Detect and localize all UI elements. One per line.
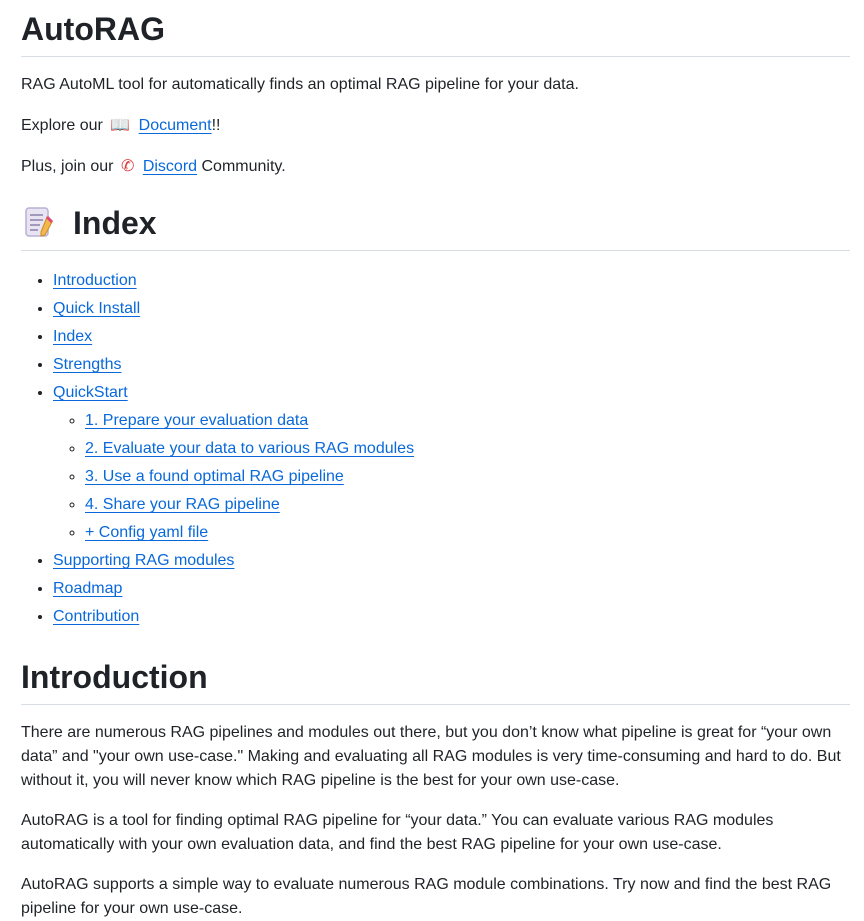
- toc-link-strengths[interactable]: Strengths: [53, 356, 122, 373]
- discord-link[interactable]: Discord: [142, 158, 198, 175]
- list-item: [53, 603, 850, 631]
- introduction-body: [21, 721, 850, 921]
- index-heading-text: Index: [73, 205, 157, 241]
- list-item: [85, 463, 850, 491]
- list-item: [85, 435, 850, 463]
- introduction-heading: Introduction: [21, 657, 850, 705]
- intro-paragraph: AutoRAG supports a simple way to evaluate numerous RAG module combinations. Try now and find the best RAG pipeline for your own use-case.: [21, 876, 832, 917]
- list-item: [53, 379, 850, 547]
- list-item: [53, 547, 850, 575]
- toc-link-quickstart[interactable]: QuickStart: [53, 384, 128, 401]
- intro-paragraph: There are numerous RAG pipelines and modules out there, but you don’t know what pipeline is great for “your own data” and "your own use-case." Making and evaluating all RAG modules is very time-consuming and hard to do. But without it, you will never know which RAG pipeline is the best for your own use-case.: [21, 724, 841, 789]
- telephone-icon: ✆: [120, 156, 135, 175]
- memo-icon: [21, 205, 57, 241]
- toc-link-evaluate-data[interactable]: 2. Evaluate your data to various RAG modules: [85, 440, 415, 457]
- list-item: [53, 323, 850, 351]
- list-item: [53, 295, 850, 323]
- tagline: RAG AutoML tool for automatically finds an optimal RAG pipeline for your data.: [21, 76, 579, 93]
- page-title: AutoRAG: [21, 0, 850, 57]
- toc-link-supporting-modules[interactable]: Supporting RAG modules: [53, 552, 235, 569]
- index-heading: [21, 203, 850, 251]
- index-list: [21, 267, 850, 631]
- toc-link-prepare-data[interactable]: 1. Prepare your evaluation data: [85, 412, 309, 429]
- document-link[interactable]: Document: [138, 117, 212, 134]
- toc-link-use-pipeline[interactable]: 3. Use a found optimal RAG pipeline: [85, 468, 344, 485]
- toc-link-config-yaml[interactable]: + Config yaml file: [85, 524, 209, 541]
- list-item: [53, 267, 850, 295]
- toc-link-introduction[interactable]: Introduction: [53, 272, 137, 289]
- list-item: [85, 407, 850, 435]
- join-prefix: Plus, join our: [21, 158, 114, 175]
- toc-link-roadmap[interactable]: Roadmap: [53, 580, 123, 597]
- open-book-icon: 📖: [110, 115, 131, 134]
- explore-prefix: Explore our: [21, 117, 103, 134]
- list-item: [85, 491, 850, 519]
- explore-suffix: !!: [211, 117, 221, 134]
- toc-link-quick-install[interactable]: Quick Install: [53, 300, 141, 317]
- quickstart-sublist: [53, 407, 850, 547]
- intro-paragraph: AutoRAG is a tool for finding optimal RAG pipeline for “your data.” You can evaluate various RAG modules automatically with your own evaluation data, and find the best RAG pipeline for your own use-case.: [21, 812, 774, 853]
- toc-link-index[interactable]: Index: [53, 328, 93, 345]
- list-item: [53, 575, 850, 603]
- explore-line: [21, 113, 850, 138]
- toc-link-share-pipeline[interactable]: 4. Share your RAG pipeline: [85, 496, 280, 513]
- join-line: [21, 154, 850, 179]
- list-item: [85, 519, 850, 547]
- list-item: [53, 351, 850, 379]
- join-suffix: Community.: [197, 158, 286, 175]
- toc-link-contribution[interactable]: Contribution: [53, 608, 140, 625]
